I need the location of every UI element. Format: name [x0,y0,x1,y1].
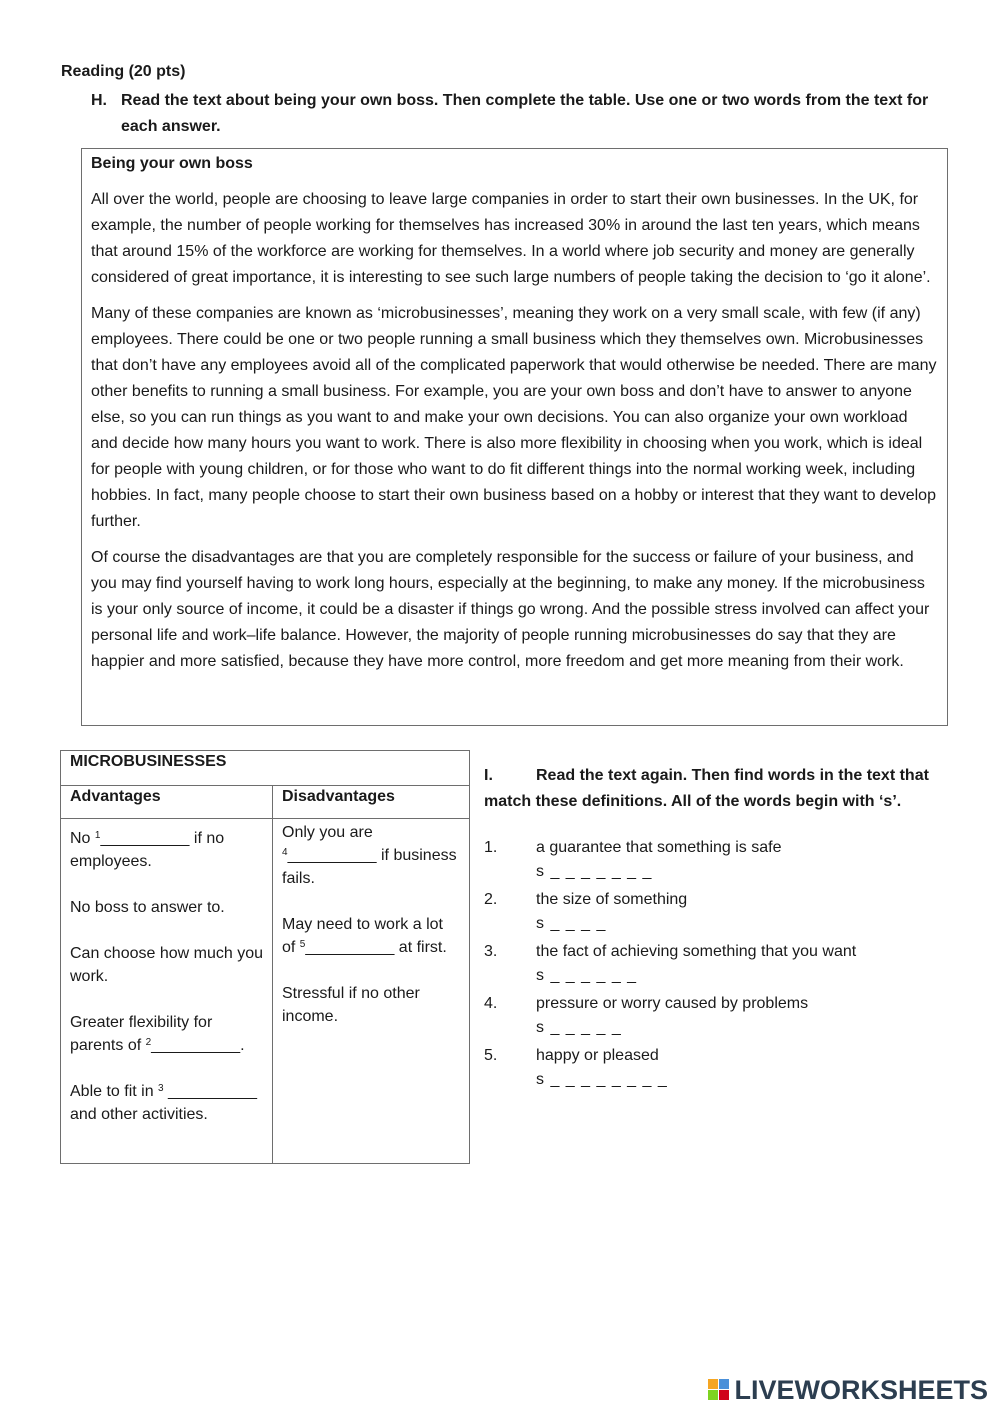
task-i-text: Read the text again. Then find words in the text that match these definitions. All of the words begin with ‘s’. [484,767,929,810]
disadvantages-cell [273,819,470,1164]
blank-2[interactable]: __________. [151,1037,245,1054]
blank-5[interactable]: __________ at first. [305,939,447,956]
definition-item: 2. the size of something s _ _ _ _ [484,888,954,936]
article-title: Being your own boss [91,155,253,172]
advantage-5: Able to fit in $^3$ __________ and other activities. [70,1083,258,1123]
definition-item: 3. the fact of achieving something that you want s _ _ _ _ _ _ [484,940,954,988]
liveworksheets-brand [708,1374,988,1406]
definition-item: 5. happy or pleased s _ _ _ _ _ _ _ _ [484,1044,954,1092]
blank-1[interactable]: __________ if no employees. [70,830,225,870]
definition-item: 4. pressure or worry caused by problems s _ _ _ _ _ [484,992,954,1040]
instruction-h-label: H. [91,92,107,109]
blank-3[interactable]: __________ and other activities. [70,1083,258,1123]
task-i-instruction [484,763,954,815]
table-title: MICROBUSINESSES [61,751,470,786]
disadvantage-3: Stressful if no other income. [282,985,420,1025]
answer-blank[interactable]: s _ _ _ _ _ _ _ [536,863,653,880]
article-paragraph-3: Of course the disadvantages are that you are completely responsible for the success or failure of your business, and you may find yourself having to work long hours, especially at the beginning, to make any money. If the microbusiness is your only source of income, it could be a disaster if things go wrong. And the possible stress involved can affect your personal life and work–life balance. However, the majority of people running microbusinesses do say that they are happier and more satisfied, because they have more control, more freedom and get more meaning from their work. [91,549,930,670]
instruction-h [91,88,931,140]
answer-blank[interactable]: s _ _ _ _ _ _ [536,967,638,984]
definition-item: 1. a guarantee that something is safe s _ _ _ _ _ _ _ [484,836,954,884]
answer-blank[interactable]: s _ _ _ _ _ _ _ _ [536,1071,668,1088]
section-title: Reading (20 pts) [61,63,186,80]
disadvantage-2: May need to work a lot of $^5$__________ at first. [282,916,447,956]
microbusinesses-table [60,750,470,1164]
instruction-h-text: Read the text about being your own boss. Then complete the table. Use one or two words from the text for each answer. [121,92,929,135]
advantages-cell [61,819,273,1164]
answer-blank[interactable]: s _ _ _ _ _ [536,1019,622,1036]
article-paragraph-2: Many of these companies are known as ‘microbusinesses’, meaning they work on a very small scale, with few (if any) employees. There could be one or two people running a small business which they themselves own. Microbusinesses that don’t have any employees avoid all of the complicated paperwork that would otherwise be needed. There are many other benefits to running a small business. For example, you are your own boss and don’t have to answer to anyone else, so you can run things as you want to and make your own decisions. You can also organize your own workload and decide how many hours you want to work. There is also more flexibility in choosing when you work, which is ideal for people with young children, or for those who want to do fit different things into the normal working week, including hobbies. In fact, many people choose to start their own business based on a hobby or interest that they want to develop further. [91,305,937,530]
advantage-4: Greater flexibility for parents of $^2$__________. [70,1014,245,1054]
brand-text: LIVEWORKSHEETS [734,1374,988,1405]
liveworksheets-logo-icon [708,1379,730,1401]
article-paragraph-1: All over the world, people are choosing to leave large companies in order to start their own businesses. In the UK, for example, the number of people working for themselves has increased 30% in around the last ten years, which means that around 15% of the workforce are working for themselves. In a world where job security and money are generally considered of great importance, it is interesting to see such large numbers of people taking the decision to ‘go it alone’. [91,191,931,286]
disadvantages-header: Disadvantages [273,786,470,819]
definitions-list [484,836,954,1096]
advantage-2: No boss to answer to. [70,899,225,916]
blank-4[interactable]: __________ if business fails. [282,847,457,887]
advantage-1: No $^1$__________ if no employees. [70,830,225,870]
article-box [81,148,948,726]
advantage-3: Can choose how much you work. [70,945,263,985]
task-i-label: I. [484,767,493,784]
disadvantage-1: Only you are $^4$__________ if business fails. [282,824,457,887]
advantages-header: Advantages [61,786,273,819]
answer-blank[interactable]: s _ _ _ _ [536,915,607,932]
